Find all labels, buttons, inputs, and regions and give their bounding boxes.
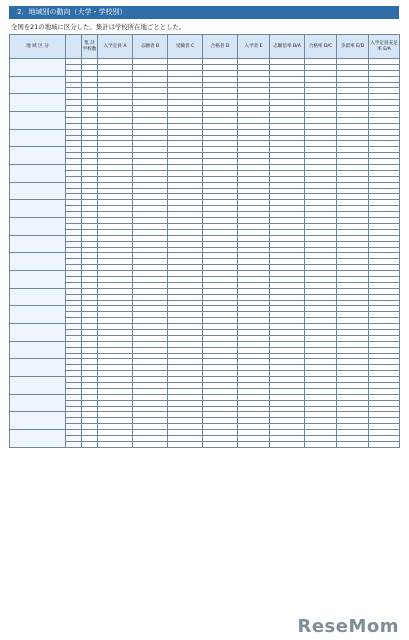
table-header-row [10,35,400,59]
table-row [10,441,400,447]
col-region: 地 域 区 分 [10,35,66,59]
region-cell [10,200,66,218]
section-title: 2．地域別の動向（大学・学校別） [9,6,399,19]
region-cell [10,218,66,236]
table-cell [203,441,238,447]
col-fill-rate: 入学定員充足率 E/A [369,35,400,59]
table-cell [305,441,337,447]
col-year [66,35,82,59]
col-accepted: 合格者 D [203,35,238,59]
region-cell [10,182,66,200]
col-enrolled: 入学者 E [238,35,270,59]
region-cell [10,306,66,324]
region-cell [10,253,66,271]
region-cell [10,165,66,183]
region-cell [10,235,66,253]
region-cell [10,147,66,165]
table-cell [82,441,98,447]
resemom-logo: ReseMom [297,616,399,637]
col-application-ratio: 志願倍率 B/A [270,35,305,59]
col-capacity: 入学定員 A [98,35,133,59]
table-cell [238,441,270,447]
table-cell [98,441,133,447]
table-cell [337,441,369,447]
col-examinees: 受験者 C [168,35,203,59]
region-cell [10,288,66,306]
table-cell [168,441,203,447]
region-cell [10,76,66,94]
region-cell [10,377,66,395]
region-cell [10,430,66,448]
regional-admissions-table [9,34,399,448]
data-table [9,34,400,448]
table-cell [270,441,305,447]
col-school-count: 集 計 学校数 [82,35,98,59]
table-cell [133,441,168,447]
table-cell [66,441,82,447]
region-cell [10,324,66,342]
col-acceptance-rate: 合格率 D/C [305,35,337,59]
region-cell [10,341,66,359]
col-yield-rate: 歩留率 E/D [337,35,369,59]
region-cell [10,112,66,130]
table-body [10,59,400,448]
region-cell [10,412,66,430]
region-cell [10,394,66,412]
region-cell [10,271,66,289]
region-cell [10,359,66,377]
section-note: 全国を21の地域に区分した。集計は学校所在地ごととした。 [11,23,186,31]
table-cell [369,441,400,447]
region-cell [10,59,66,77]
region-cell [10,129,66,147]
col-applicants: 志願者 B [133,35,168,59]
region-cell [10,94,66,112]
